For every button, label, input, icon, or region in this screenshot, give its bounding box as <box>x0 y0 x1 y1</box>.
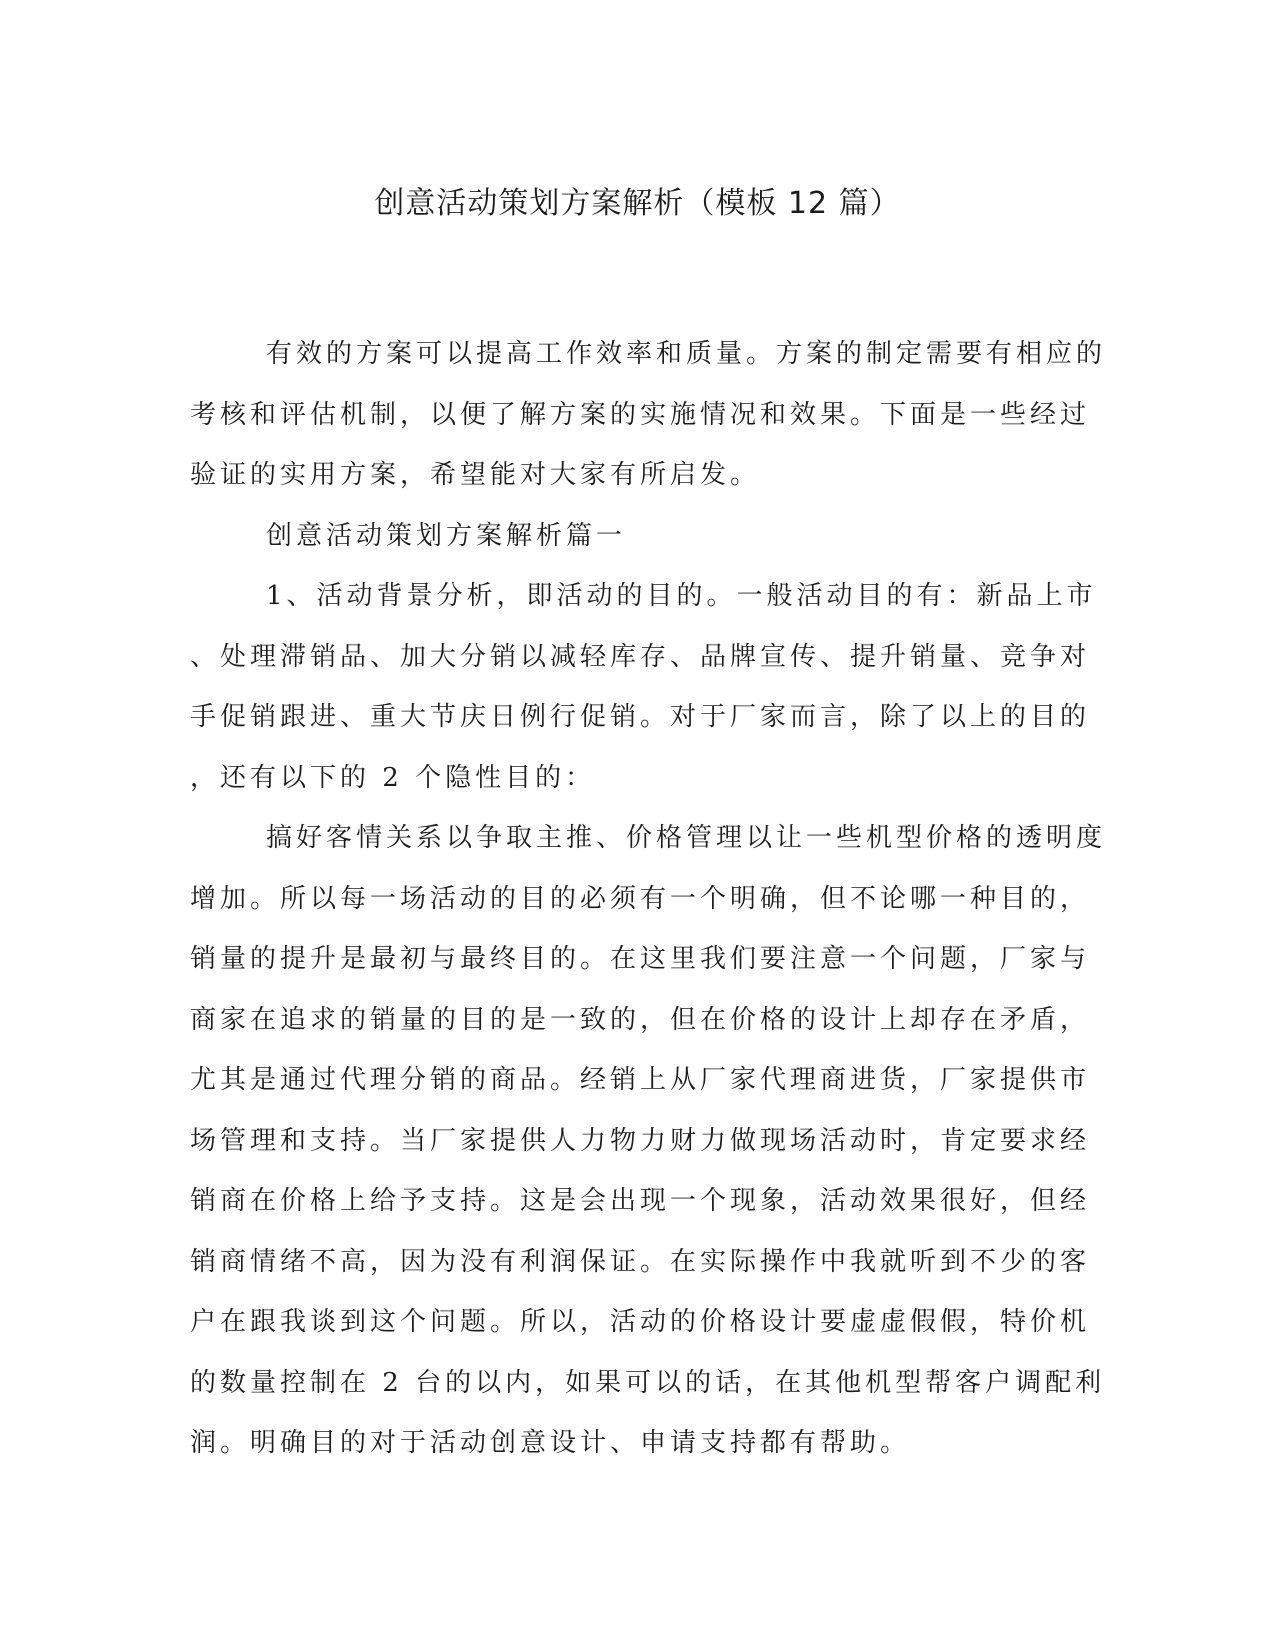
body-line: 手促销跟进、重大节庆日例行促销。对于厂家而言，除了以上的目的 <box>190 702 1091 732</box>
body-line: 有效的方案可以提高工作效率和质量。方案的制定需要有相应的 <box>266 339 1107 369</box>
document-body <box>190 324 1107 1474</box>
body-line: ，还有以下的 2 个隐性目的： <box>190 762 596 793</box>
section-heading: 创意活动策划方案解析篇一 <box>266 520 627 551</box>
body-line: 销商情绪不高，因为没有利润保证。在实际操作中我就听到不少的客 <box>190 1246 1091 1277</box>
body-line: 尤其是通过代理分销的商品。经销上从厂家代理商进货，厂家提供市 <box>190 1065 1091 1095</box>
body-line: 商家在追求的销量的目的是一致的，但在价格的设计上却存在矛盾， <box>190 1004 1091 1035</box>
body-line: 的数量控制在 2 台的以内，如果可以的话，在其他机型帮客户调配利 <box>190 1367 1106 1398</box>
document-title: 创意活动策划方案解析（模板 12 篇） <box>374 186 901 221</box>
body-line: 搞好客情关系以争取主推、价格管理以让一些机型价格的透明度 <box>266 823 1107 853</box>
body-line: 户在跟我谈到这个问题。所以，活动的价格设计要虚虚假假，特价机 <box>190 1307 1091 1337</box>
body-line: 、处理滞销品、加大分销以减轻库存、品牌宣传、提升销量、竞争对 <box>190 641 1091 672</box>
body-line: 场管理和支持。当厂家提供人力物力财力做现场活动时，肯定要求经 <box>190 1125 1091 1156</box>
body-line: 考核和评估机制，以便了解方案的实施情况和效果。下面是一些经过 <box>190 399 1091 430</box>
body-line: 销量的提升是最初与最终目的。在这里我们要注意一个问题，厂家与 <box>190 944 1091 974</box>
body-line: 增加。所以每一场活动的目的必须有一个明确，但不论哪一种目的， <box>190 883 1091 914</box>
body-line: 润。明确目的对于活动创意设计、申请支持都有帮助。 <box>190 1428 911 1458</box>
body-line: 1、活动背景分析，即活动的目的。一般活动目的有：新品上市 <box>266 581 1097 611</box>
body-line: 销商在价格上给予支持。这是会出现一个现象，活动效果很好，但经 <box>190 1186 1091 1216</box>
body-line: 验证的实用方案，希望能对大家有所启发。 <box>190 460 761 490</box>
